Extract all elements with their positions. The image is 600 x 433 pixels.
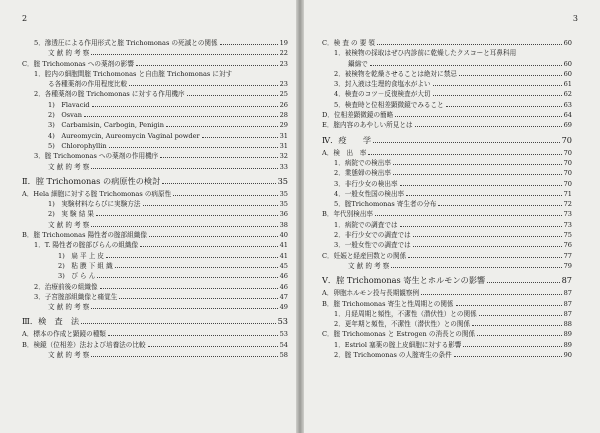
- dot-leader: [140, 240, 277, 247]
- toc-page-number: 33: [279, 162, 288, 171]
- dot-leader: [413, 230, 562, 237]
- toc-entry-title: 1．腔内の細胞間腟 Trichomonas と自由腟 Trichomonas に対す: [34, 69, 233, 78]
- toc-entry: [22, 240, 288, 250]
- toc-page-number: 61: [563, 80, 572, 89]
- toc-page-number: 70: [563, 158, 572, 167]
- toc-entry-title: B．検鏡（位相差）法および培養法の比較: [22, 340, 146, 349]
- toc-page-number: 60: [563, 39, 572, 47]
- toc-page-number: 28: [279, 111, 288, 120]
- toc-entry-title: 3) び ら ん: [58, 272, 96, 281]
- toc-chapter-entry: [22, 174, 288, 189]
- toc-entry-title: Ⅳ．疫 学: [322, 134, 372, 145]
- dot-leader: [84, 110, 278, 117]
- toc-entry-title: 4．検査のコツ－反復検査が大切: [334, 90, 431, 99]
- toc-page-number: 23: [279, 80, 288, 89]
- toc-entry: [322, 59, 572, 69]
- left-page: [0, 0, 296, 433]
- toc-entry-title: 4．一般女性国の検出率: [334, 189, 405, 198]
- toc-page-number: 35: [277, 175, 288, 186]
- page-number: 3: [572, 14, 578, 23]
- toc-entry: [322, 148, 572, 158]
- toc-entry-title: Ⅴ．腟 Trichomonas 寄生とホルモンの影響: [322, 275, 486, 286]
- dot-leader: [377, 38, 562, 45]
- toc-entry-title: 5．検査時と位相差顕微鏡でみること: [334, 100, 444, 109]
- toc-page-number: 60: [563, 69, 572, 78]
- dot-leader: [459, 69, 562, 76]
- dot-leader: [373, 136, 559, 143]
- dot-leader: [129, 79, 277, 86]
- toc-entry: [22, 162, 288, 172]
- toc-page-number: 38: [279, 220, 288, 229]
- dot-leader: [400, 220, 562, 227]
- toc-entry: [322, 251, 572, 261]
- dot-leader: [413, 240, 562, 247]
- dot-leader: [136, 59, 278, 66]
- toc-entry-title: 2．治療前後の組織像: [34, 282, 98, 291]
- dot-leader: [119, 292, 277, 299]
- page-number: 2: [22, 14, 28, 23]
- toc-entry: [22, 271, 288, 281]
- toc-entry-title: 文 献 的 考 察: [48, 220, 90, 229]
- toc-page-number: 70: [563, 179, 572, 188]
- dot-leader: [391, 261, 561, 268]
- toc-entry-title: 3) Carbamisin, Carbogin, Penigin: [48, 121, 164, 130]
- toc-page-number: 46: [279, 282, 288, 291]
- toc-entry: [322, 100, 572, 110]
- toc-entry-title: る各種薬剤の作用程度比較: [48, 80, 128, 89]
- toc-entry-title: 1．Estriol 塞薬の腟上皮細胞に対する影響: [334, 340, 462, 349]
- toc-entry: [22, 209, 288, 219]
- toc-page-number: 35: [279, 189, 288, 198]
- toc-entry-title: 3．非行少女の検出率: [334, 179, 398, 188]
- toc-page-number: 73: [563, 210, 572, 219]
- dot-leader: [395, 110, 561, 117]
- toc-page-number: 70: [563, 169, 572, 178]
- toc-entry-title: 1．月経周期と頻性，不潔性（潜伏性）との関係: [334, 309, 477, 318]
- toc-entry: [322, 350, 572, 360]
- toc-page-number: 87: [563, 289, 572, 298]
- toc-page-number: 87: [563, 299, 572, 308]
- toc-entry: [22, 329, 288, 339]
- dot-leader: [96, 209, 278, 216]
- toc-entry: [322, 209, 572, 219]
- toc-entry: [22, 151, 288, 161]
- right-page: [304, 0, 600, 433]
- toc-entry-title: 2．各種薬剤の腟 Trichomonas に対する作用機序: [34, 90, 185, 99]
- toc-entry: [22, 131, 288, 141]
- toc-entry-title: 1．被検物の採取はぜひ内診前に乾燥したクスコーと耳鼻科用: [334, 49, 517, 58]
- toc-entry: [22, 350, 288, 360]
- toc-page-number: 79: [563, 261, 572, 270]
- toc-page-number: 90: [563, 351, 572, 360]
- dot-leader: [109, 141, 278, 148]
- toc-entry-title: Ⅱ．腟 Trichomonas の病原性の検討: [22, 175, 161, 186]
- toc-entry-title: 2．更年期と頻性，不潔性（潜伏性）との関係: [334, 320, 471, 329]
- toc-entry-title: C．妊娠と経産回数との関係: [322, 251, 407, 260]
- toc-page-number: 77: [563, 251, 572, 260]
- toc-entry: [22, 120, 288, 130]
- toc-page-number: 71: [563, 189, 572, 198]
- toc-page-number: 41: [279, 241, 288, 250]
- dot-leader: [149, 230, 278, 237]
- toc-entry-title: 1) 実験材料ならびに実験方法: [48, 200, 141, 209]
- dot-leader: [479, 309, 562, 316]
- toc-entry-title: 1) Flavacid: [48, 100, 90, 109]
- dot-leader: [406, 189, 561, 196]
- dot-leader: [454, 350, 562, 357]
- toc-entry: [22, 230, 288, 240]
- toc-entry: [322, 261, 572, 271]
- toc-page-number: 41: [279, 251, 288, 260]
- toc-entry-title: B．年代別検出率: [322, 210, 374, 219]
- toc-page-number: 87: [561, 275, 572, 286]
- toc-entry: [22, 282, 288, 292]
- dot-leader: [456, 299, 562, 306]
- toc-page-number: 73: [563, 220, 572, 229]
- toc-page-number: 31: [279, 131, 288, 140]
- toc-chapter-entry: [22, 314, 288, 329]
- dot-leader: [173, 189, 277, 196]
- toc-page-number: 58: [279, 351, 288, 360]
- toc-page-number: 89: [563, 330, 572, 339]
- toc-entry-title: 2．業態婦の検出率: [334, 169, 391, 178]
- toc-page-number: 23: [279, 59, 288, 68]
- toc-entry: [22, 69, 288, 79]
- toc-entry: [22, 199, 288, 209]
- dot-leader: [433, 79, 562, 86]
- toc-entry-title: D．位相差顕微鏡の簡略: [322, 111, 394, 120]
- toc-entry: [22, 38, 288, 48]
- dot-leader: [408, 251, 561, 258]
- toc-page-number: 45: [279, 261, 288, 270]
- dot-leader: [472, 319, 562, 326]
- toc-entry-title: A．検 出 率: [322, 148, 367, 157]
- toc-entry: [322, 329, 572, 339]
- toc-entry-title: 1) 扁 平 上 皮: [58, 251, 105, 260]
- toc-page-number: 35: [279, 200, 288, 209]
- toc-page-number: 54: [279, 340, 288, 349]
- toc-entry-title: B．腟 Trichomonas 寄生と性周期との関係: [322, 299, 454, 308]
- toc-page-number: 60: [563, 59, 572, 68]
- toc-entry-title: E．腟内容のあやしい所見とは: [322, 121, 413, 130]
- toc-entry: [322, 79, 572, 89]
- toc-page-number: 31: [279, 141, 288, 150]
- toc-entry: [322, 38, 572, 48]
- toc-page-number: 53: [277, 316, 288, 327]
- toc-entry: [22, 261, 288, 271]
- toc-entry-title: C．腟 Trichomonas への薬剤の影響: [22, 59, 134, 68]
- toc-entry-title: 1．病院での検出率: [334, 158, 391, 167]
- toc-page-number: 64: [563, 111, 572, 120]
- toc-page-number: 29: [279, 121, 288, 130]
- toc-entry: [22, 59, 288, 69]
- toc-entry: [22, 79, 288, 89]
- dot-leader: [463, 340, 561, 347]
- toc-page-number: 62: [563, 90, 572, 99]
- dot-leader: [115, 261, 278, 268]
- toc-page-number: 69: [563, 121, 572, 130]
- toc-entry-title: 2) 実 験 結 果: [48, 210, 95, 219]
- dot-leader: [91, 48, 277, 55]
- dot-leader: [91, 302, 277, 309]
- toc-entry-title: 3．一般女性での調査では: [334, 241, 411, 250]
- dot-leader: [421, 288, 562, 295]
- toc-page-number: 63: [563, 100, 572, 109]
- toc-entry: [22, 292, 288, 302]
- dot-leader: [97, 271, 277, 278]
- toc-entry: [322, 309, 572, 319]
- toc-entry-title: 3．封入液は生理的食塩水がよい: [334, 80, 431, 89]
- dot-leader: [81, 317, 276, 324]
- toc-entry-title: 2．腟 Trichomonas の人腟寄生の条件: [334, 351, 452, 360]
- toc-entry-title: 2．非行少女での調査では: [334, 231, 411, 240]
- dot-leader: [202, 131, 278, 138]
- toc-entry: [22, 110, 288, 120]
- toc-entry-title: 文 献 的 考 察: [48, 303, 90, 312]
- toc-entry: [22, 141, 288, 151]
- dot-leader: [166, 120, 278, 127]
- toc-page-number: 19: [279, 39, 288, 47]
- toc-entry: [22, 48, 288, 58]
- toc-page-number: 70: [561, 134, 572, 145]
- toc-entry: [322, 220, 572, 230]
- toc-entry-title: C．腟 Trichomonas と Estrogen の消長との関係: [322, 330, 476, 339]
- dot-leader: [148, 340, 278, 347]
- dot-leader: [368, 148, 561, 155]
- toc-page-number: 53: [279, 330, 288, 339]
- toc-entry: [322, 199, 572, 209]
- toc-page-number: 75: [563, 231, 572, 240]
- toc-entry: [22, 89, 288, 99]
- toc-entry-title: 鑷綿で: [348, 59, 368, 68]
- toc-entry-title: 2) 粘 膜 下 組 織: [58, 261, 113, 270]
- toc-entry: [22, 340, 288, 350]
- dot-leader: [393, 158, 562, 165]
- toc-entry: [322, 179, 572, 189]
- toc-entry: [322, 48, 572, 58]
- toc-page-number: 49: [279, 303, 288, 312]
- book-gutter: [296, 0, 304, 433]
- toc-entry-title: 2．被検物を乾燥させることは絶対に禁忌: [334, 69, 457, 78]
- toc-entry-title: A．卵胞ホルモン投与長期観察例: [322, 289, 420, 298]
- toc-page-number: 89: [563, 340, 572, 349]
- toc-chapter-entry: [322, 273, 572, 288]
- toc-entry-title: 文 献 的 考 察: [348, 261, 390, 270]
- toc-entry: [322, 340, 572, 350]
- toc-entry: [322, 189, 572, 199]
- toc-list: [22, 38, 288, 360]
- toc-entry: [322, 120, 572, 130]
- toc-entry: [322, 319, 572, 329]
- toc-entry-title: 1．T. 陽性者の腟部びらんの組織像: [34, 241, 139, 250]
- toc-page-number: 26: [279, 100, 288, 109]
- toc-entry: [322, 69, 572, 79]
- toc-entry: [322, 168, 572, 178]
- dot-leader: [100, 282, 278, 289]
- toc-entry: [22, 100, 288, 110]
- toc-page-number: 47: [279, 292, 288, 301]
- toc-entry-title: Ⅲ．検 査 法: [22, 316, 80, 327]
- dot-leader: [91, 220, 277, 227]
- dot-leader: [91, 350, 277, 357]
- dot-leader: [370, 59, 562, 66]
- toc-list: [322, 38, 572, 360]
- toc-entry: [22, 220, 288, 230]
- toc-page-number: 76: [563, 241, 572, 250]
- dot-leader: [108, 329, 278, 336]
- dot-leader: [143, 199, 278, 206]
- dot-leader: [400, 179, 562, 186]
- toc-page-number: 22: [279, 49, 288, 58]
- toc-entry-title: 文 献 的 考 察: [48, 351, 90, 360]
- dot-leader: [393, 168, 562, 175]
- toc-entry: [322, 230, 572, 240]
- toc-entry-title: A．Hela 細胞に対する腟 Trichomonas の病原性: [22, 189, 172, 198]
- toc-entry-title: 3．子宮腟部組織像と痛覚生: [34, 292, 118, 301]
- toc-page-number: 72: [563, 200, 572, 209]
- dot-leader: [92, 100, 278, 107]
- dot-leader: [415, 120, 562, 127]
- toc-entry-title: 文 献 的 考 察: [48, 49, 90, 58]
- toc-entry: [322, 89, 572, 99]
- toc-entry: [322, 240, 572, 250]
- toc-entry-title: 5．滲透圧による作用形式と腟 Trichomonas の死滅との関係: [34, 39, 218, 47]
- toc-entry: [322, 158, 572, 168]
- toc-entry: [322, 288, 572, 298]
- toc-entry-title: B．腟 Trichomonas 陽性者の腟部組織像: [22, 231, 147, 240]
- toc-entry-title: 5) Chlorophyllin: [48, 141, 107, 150]
- toc-chapter-entry: [322, 133, 572, 148]
- toc-entry-title: 5．腟Trichomonas 寄生者の分布: [334, 200, 437, 209]
- toc-entry-title: 4) Aureomycin, Aureomycin Vaginal powder: [48, 131, 200, 140]
- toc-entry-title: 1．病院での調査では: [334, 220, 398, 229]
- dot-leader: [91, 162, 277, 169]
- dot-leader: [106, 251, 278, 258]
- toc-entry-title: A．標本の作成と顕鏡の種類: [22, 330, 106, 339]
- toc-entry: [22, 189, 288, 199]
- dot-leader: [375, 209, 562, 216]
- toc-page-number: 25: [279, 90, 288, 99]
- toc-entry: [322, 110, 572, 120]
- toc-page-number: 40: [279, 231, 288, 240]
- dot-leader: [477, 329, 562, 336]
- toc-page-number: 32: [279, 152, 288, 161]
- toc-page-number: 88: [563, 320, 572, 329]
- toc-entry: [322, 299, 572, 309]
- toc-entry: [22, 302, 288, 312]
- dot-leader: [446, 100, 562, 107]
- toc-entry-title: 文 献 的 考 察: [48, 162, 90, 171]
- dot-leader: [487, 276, 559, 283]
- dot-leader: [160, 151, 277, 158]
- toc-entry-title: 3．腟 Trichomonas への薬剤の作用機序: [34, 152, 159, 161]
- dot-leader: [162, 177, 275, 184]
- toc-page-number: 46: [279, 272, 288, 281]
- toc-page-number: 70: [563, 148, 572, 157]
- toc-entry-title: 2) Osvan: [48, 111, 83, 120]
- dot-leader: [433, 89, 562, 96]
- dot-leader: [438, 199, 561, 206]
- toc-entry: [22, 251, 288, 261]
- toc-page-number: 87: [563, 309, 572, 318]
- dot-leader: [187, 89, 278, 96]
- toc-entry-title: C．検 査 の 要 領: [322, 39, 375, 47]
- toc-page-number: 36: [279, 210, 288, 219]
- dot-leader: [220, 38, 278, 45]
